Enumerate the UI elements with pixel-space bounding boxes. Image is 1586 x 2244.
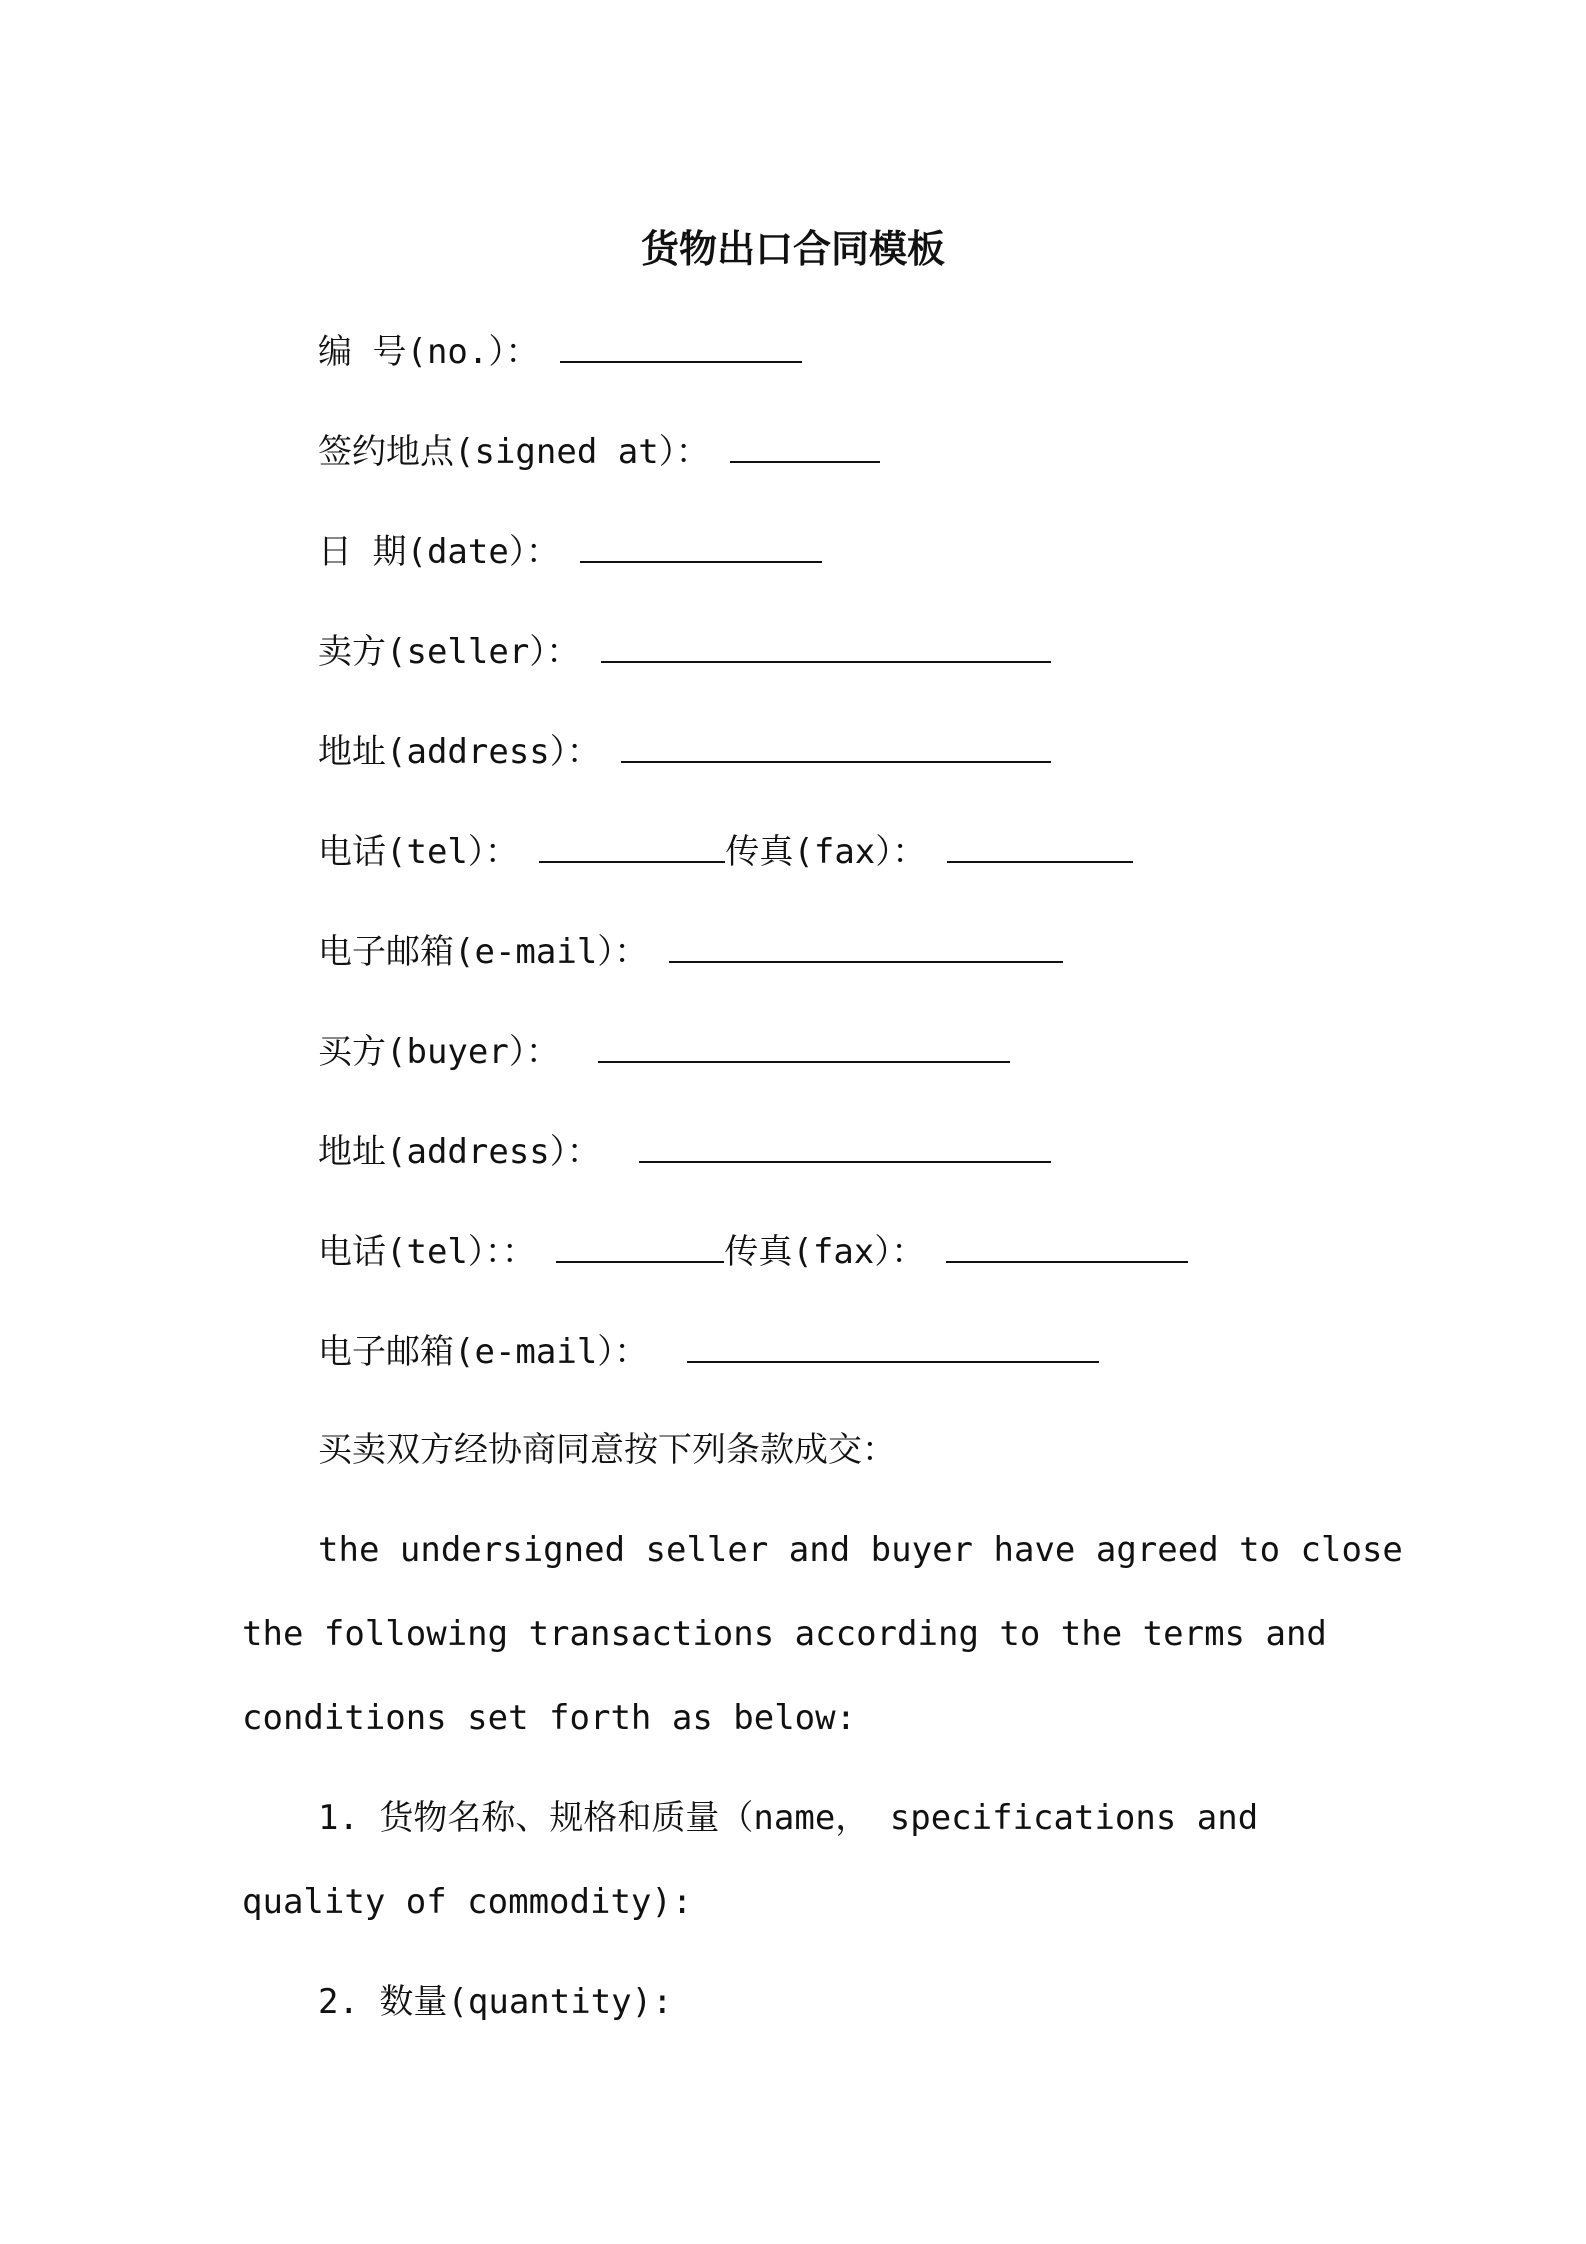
buyer-address-row	[318, 1130, 1051, 1174]
seller-email-label: 电子邮箱(e-mail）：	[318, 932, 649, 972]
item-1-line-1: 1. 货物名称、规格和质量（name， specifications and	[318, 1798, 1259, 1838]
seller-address-row	[318, 730, 1051, 774]
buyer-email-row	[318, 1330, 1099, 1374]
buyer-tel-label: 电话(tel）：：	[318, 1232, 536, 1272]
buyer-address-label: 地址(address）：	[318, 1132, 601, 1172]
seller-row	[318, 630, 1051, 674]
seller-email-blank	[669, 931, 1063, 963]
seller-address-label: 地址(address）：	[318, 732, 601, 772]
seller-tel-label: 电话(tel）：	[318, 832, 519, 872]
seller-blank	[601, 631, 1051, 663]
signed-at-blank	[730, 431, 880, 463]
date-blank	[580, 531, 822, 563]
seller-label: 卖方(seller）：	[318, 632, 581, 672]
seller-address-blank	[621, 731, 1051, 763]
buyer-address-blank	[639, 1131, 1051, 1163]
date-label: 日 期(date）：	[318, 532, 560, 572]
buyer-email-blank	[687, 1331, 1099, 1363]
seller-fax-label: 传真(fax）：	[725, 832, 927, 872]
agreement-en-line-3: conditions set forth as below:	[242, 1698, 857, 1738]
contract-no-label: 编 号(no.）：	[318, 332, 540, 372]
buyer-blank	[598, 1031, 1010, 1063]
buyer-row	[318, 1030, 1010, 1074]
buyer-tel-blank	[556, 1231, 724, 1263]
buyer-fax-label: 传真(fax）：	[724, 1232, 926, 1272]
seller-email-row	[318, 930, 1063, 974]
item-2: 2. 数量(quantity):	[318, 1982, 673, 2022]
buyer-fax-blank	[946, 1231, 1188, 1263]
seller-tel-fax-row	[318, 830, 1133, 874]
agreement-en-line-1: the undersigned seller and buyer have agreed to close	[318, 1530, 1403, 1570]
buyer-label: 买方(buyer）：	[318, 1032, 560, 1072]
page-title: 货物出口合同模板	[640, 226, 945, 271]
agreement-cn: 买卖双方经协商同意按下列条款成交：	[318, 1430, 896, 1470]
signed-at-label: 签约地点(signed at）：	[318, 432, 710, 472]
contract-no-blank	[560, 331, 802, 363]
date-row	[318, 530, 822, 574]
contract-no-row	[318, 330, 802, 374]
buyer-tel-fax-row	[318, 1230, 1188, 1274]
seller-fax-blank	[947, 831, 1133, 863]
item-1-line-2: quality of commodity):	[242, 1882, 693, 1922]
signed-at-row	[318, 430, 880, 474]
seller-tel-blank	[539, 831, 725, 863]
agreement-en-line-2: the following transactions according to the terms and	[242, 1614, 1327, 1654]
buyer-email-label: 电子邮箱(e-mail）：	[318, 1332, 649, 1372]
